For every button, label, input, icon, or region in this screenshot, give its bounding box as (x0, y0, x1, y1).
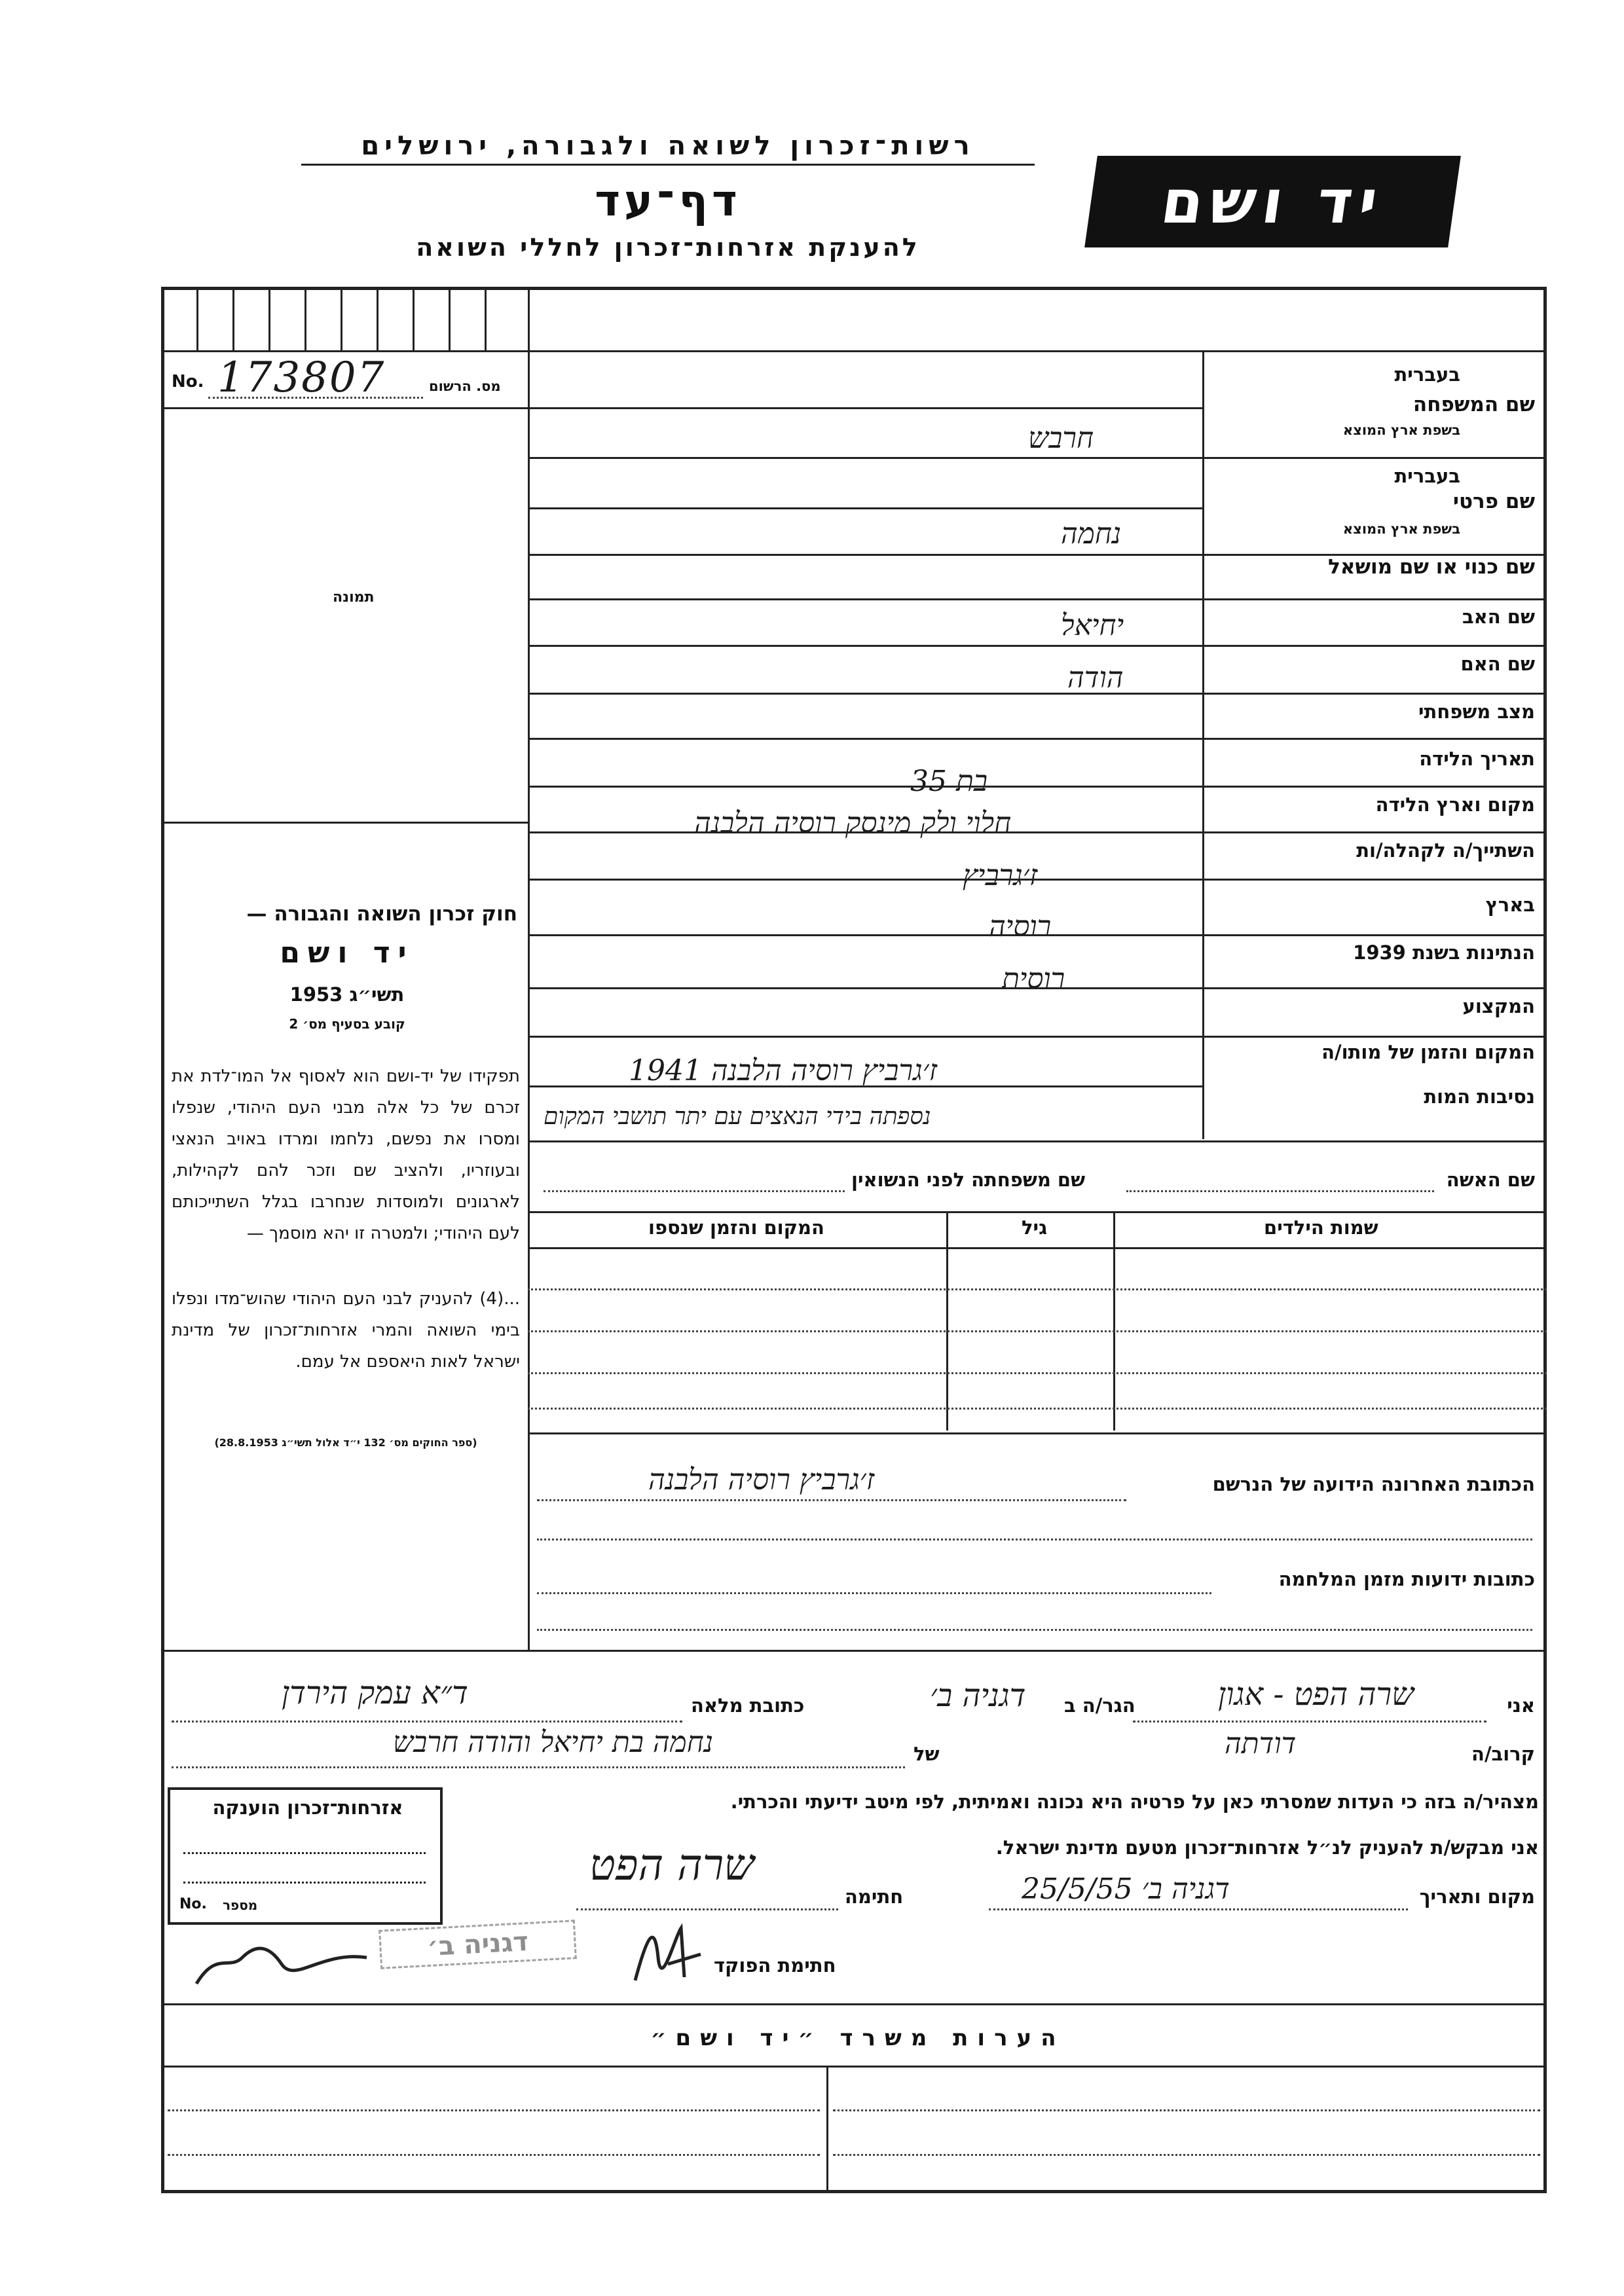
place-date-value: דגניה ב׳ 25/5/55 (1022, 1872, 1230, 1906)
notes-row (833, 2109, 1540, 2111)
children-row (528, 1408, 1547, 1410)
of-label: של (913, 1743, 940, 1765)
of-dots (172, 1766, 905, 1768)
row-line (528, 1247, 1547, 1249)
last-address-label: הכתובת האחרונה הידועה של הנרשם (1212, 1473, 1535, 1495)
address-dots (537, 1499, 1126, 1501)
left-column-divider (528, 287, 530, 1650)
birthplace-label: מקום וארץ הלידה (1375, 793, 1535, 816)
row-line (528, 786, 1547, 788)
citizenship-value: רוסית (1002, 962, 1065, 996)
declarant-name: שרה הפט - אגון (1218, 1676, 1414, 1713)
country-value: רוסיה (989, 910, 1052, 943)
form-subtitle: להענקת אזרחות־זכרון לחללי השואה (416, 233, 920, 262)
nickname-label: שם כנוי או שם מושאל (1328, 555, 1535, 579)
grid-line (196, 287, 198, 352)
family-name-label: שם המשפחה (1412, 393, 1535, 416)
relative-value: דודתה (1225, 1727, 1297, 1760)
official-signature (629, 1918, 707, 1990)
form-title: דף־עד (595, 175, 741, 226)
notes-row (833, 2154, 1540, 2156)
children-row (528, 1372, 1547, 1374)
section-line (161, 2003, 1547, 2005)
official-sig-label: חתימת הפוקד (714, 1954, 836, 1977)
row-line (528, 407, 1202, 409)
signature-dots (576, 1908, 838, 1910)
resides-value: דגניה ב׳ (930, 1677, 1026, 1714)
community-stamp (378, 1920, 578, 1982)
children-header-names: שמות הילדים (1264, 1216, 1378, 1239)
children-header-age: גיל (1022, 1216, 1048, 1239)
reg-dots (208, 397, 423, 399)
mother-value: הודה (1067, 661, 1124, 695)
children-col-2 (946, 1211, 948, 1430)
family-name-value: חרבש (1028, 422, 1094, 455)
stamp-text: דגניה ב׳ (378, 1920, 577, 1969)
full-address-label: כתובת מלאה (691, 1694, 805, 1717)
section-line (161, 1650, 1547, 1652)
grid-line (485, 287, 487, 352)
office-notes-title: הערות משרד ״יד ושם״ (650, 2025, 1065, 2051)
grid-line (268, 287, 270, 352)
section-line (161, 2066, 1547, 2068)
birthplace-value: חלוי ולק מינסק רוסיה הלבנה (694, 807, 1012, 840)
children-header-place: המקום והזמן שנספו (648, 1216, 824, 1239)
signature-value: שרה הפט (589, 1840, 754, 1890)
row-line (528, 879, 1547, 881)
place-date-label: מקום ותאריך (1419, 1886, 1535, 1908)
address-dots (537, 1539, 1532, 1540)
father-value: יחיאל (1061, 609, 1124, 642)
photo-bottom-line (161, 822, 528, 824)
row-line (528, 1140, 1547, 1142)
law-source: (ספר החוקים מס׳ 132 י״ד אלול תשי״ג 28.8.1953) (214, 1436, 477, 1449)
grid-line (377, 287, 378, 352)
row-line (528, 934, 1547, 936)
citizenship-label: הנתינות בשנת 1939 (1353, 941, 1535, 964)
law-text-2: ...(4) להעניק לבני העם היהודי שהוש־מדו ונפלו בימי השואה והמרי אזרחות־זכרון של מדינת ישראל לאות היאספם אל עמם. (172, 1289, 520, 1372)
maiden-label: שם משפחתה לפני הנשואין (851, 1169, 1086, 1191)
maiden-dots (544, 1190, 845, 1192)
grid-line (161, 350, 528, 352)
law-title: חוק זכרון השואה והגבורה — (246, 902, 517, 926)
grant-number-label: מספר (223, 1897, 258, 1913)
scribble-signature (190, 1938, 373, 1990)
row-line (528, 598, 1547, 600)
in-hebrew-1: בעברית (1394, 363, 1460, 386)
row-line (528, 507, 1202, 509)
community-value: ז׳גרביץ (963, 859, 1038, 892)
notes-row (168, 2109, 820, 2111)
org-line: רשות־זכרון לשואה ולגבורה, ירושלים (301, 131, 1035, 166)
birthdate-label: תאריך הלידה (1419, 748, 1535, 770)
last-address-value: ז׳גרביץ רוסיה הלבנה (648, 1463, 875, 1497)
row-line (528, 457, 1547, 459)
father-label: שם האב (1462, 606, 1535, 628)
grid-line (232, 287, 234, 352)
reg-no-prefix: No. (172, 372, 204, 392)
law-text-1: תפקידו של יד-ושם הוא לאסוף אל המו־לדת את זכרם של כל אלה מבני העם היהודי, שנפלו ומסרו את נפשם, נלחמו ומרדו באויב הנאצי ובעוזריו, ולהציב שם וזכר להם לקהילות, לארגונים ולמוסדות שנחרבו בגלל השתייכותם לעם היהודי; ולמטרה זו יהא מוסמך — (172, 1066, 520, 1243)
grant-box (168, 1787, 443, 1925)
law-year: תשי״ג 1953 (289, 983, 405, 1006)
birthdate-value: בת 35 (910, 765, 988, 798)
law-name: יד ושם (280, 936, 415, 970)
row-line (161, 407, 528, 409)
i-label: אני (1507, 1694, 1535, 1717)
address-dots (537, 1629, 1532, 1631)
death-place-label: המקום והזמן של מותו/ה (1321, 1041, 1535, 1063)
country-label: בארץ (1485, 894, 1535, 916)
relative-label: קרוב/ה (1471, 1743, 1535, 1765)
wife-label: שם האשה (1446, 1169, 1535, 1191)
first-name-label: שם פרטי (1452, 490, 1535, 513)
in-origin-lang-1: בשפת ארץ המוצא (1342, 422, 1460, 438)
row-line (528, 738, 1547, 740)
death-place-value: ז׳גרביץ רוסיה הלבנה 1941 (629, 1054, 938, 1087)
grant-number-prefix: No. (179, 1896, 207, 1912)
community-label: השתייך/ה לקהלה/ות (1356, 839, 1535, 862)
death-circ-value: נספתה בידי הנאצים עם יתר תושבי המקום (544, 1103, 931, 1130)
row-line (528, 987, 1547, 989)
grant-dots (183, 1852, 426, 1854)
war-addresses-label: כתובות ידועות מזמן המלחמה (1278, 1568, 1535, 1590)
name-dots (1133, 1721, 1486, 1722)
grid-line (413, 287, 415, 352)
declaration-text: מצהיר/ה בזה כי העדות שמסרתי כאן על פרטיה היא נכונה ואמיתית, לפי מיטב ידיעתי והכרתי. (730, 1791, 1539, 1813)
request-text: אני מבקש/ת להעניק לנ״ל אזרחות־זכרון מטעם מדינת ישראל. (995, 1836, 1539, 1859)
children-row (528, 1288, 1547, 1290)
row-line (528, 645, 1547, 647)
in-hebrew-2: בעברית (1394, 465, 1460, 487)
row-line (528, 1432, 1547, 1434)
resides-label: הגר/ה ב (1064, 1694, 1135, 1717)
grid-line (449, 287, 451, 352)
profession-label: המקצוע (1462, 995, 1535, 1017)
death-circ-label: נסיבות המות (1424, 1085, 1535, 1108)
full-address-value: ד״א עמק הירדן (282, 1675, 468, 1711)
signature-label: חתימה (845, 1886, 904, 1908)
place-date-dots (989, 1908, 1408, 1910)
children-col-1 (1113, 1211, 1115, 1430)
wife-dots (1126, 1190, 1434, 1192)
address-dots (172, 1721, 682, 1722)
grid-line (304, 287, 306, 352)
row-line (528, 1036, 1547, 1038)
logo-text: יד ושם (1156, 166, 1389, 237)
row-line (528, 1085, 1202, 1087)
photo-label: תמונה (333, 589, 375, 606)
row-line (528, 831, 1547, 833)
yad-vashem-logo (1084, 156, 1461, 247)
top-row-line (528, 350, 1547, 352)
notes-divider (826, 2066, 828, 2193)
grant-dots (183, 1882, 426, 1884)
row-line (528, 1211, 1547, 1213)
label-column-divider (1202, 350, 1204, 1139)
grant-box-title: אזרחות־זכרון הוענקה (212, 1796, 403, 1819)
reg-number: 173807 (217, 354, 386, 402)
children-row (528, 1330, 1547, 1332)
reg-label: מס. הרשום (429, 378, 501, 394)
of-value: נחמה בת יחיאל והודה חרבש (393, 1726, 714, 1759)
in-origin-lang-2: בשפת ארץ המוצא (1342, 521, 1460, 537)
marital-label: מצב משפחתי (1418, 701, 1535, 723)
address-dots (537, 1592, 1211, 1594)
first-name-value: נחמה (1061, 517, 1122, 551)
mother-label: שם האם (1460, 653, 1535, 675)
law-clause: קובע בסעיף מס׳ 2 (289, 1016, 405, 1032)
row-line (528, 693, 1547, 695)
notes-row (168, 2154, 820, 2156)
grid-line (341, 287, 342, 352)
